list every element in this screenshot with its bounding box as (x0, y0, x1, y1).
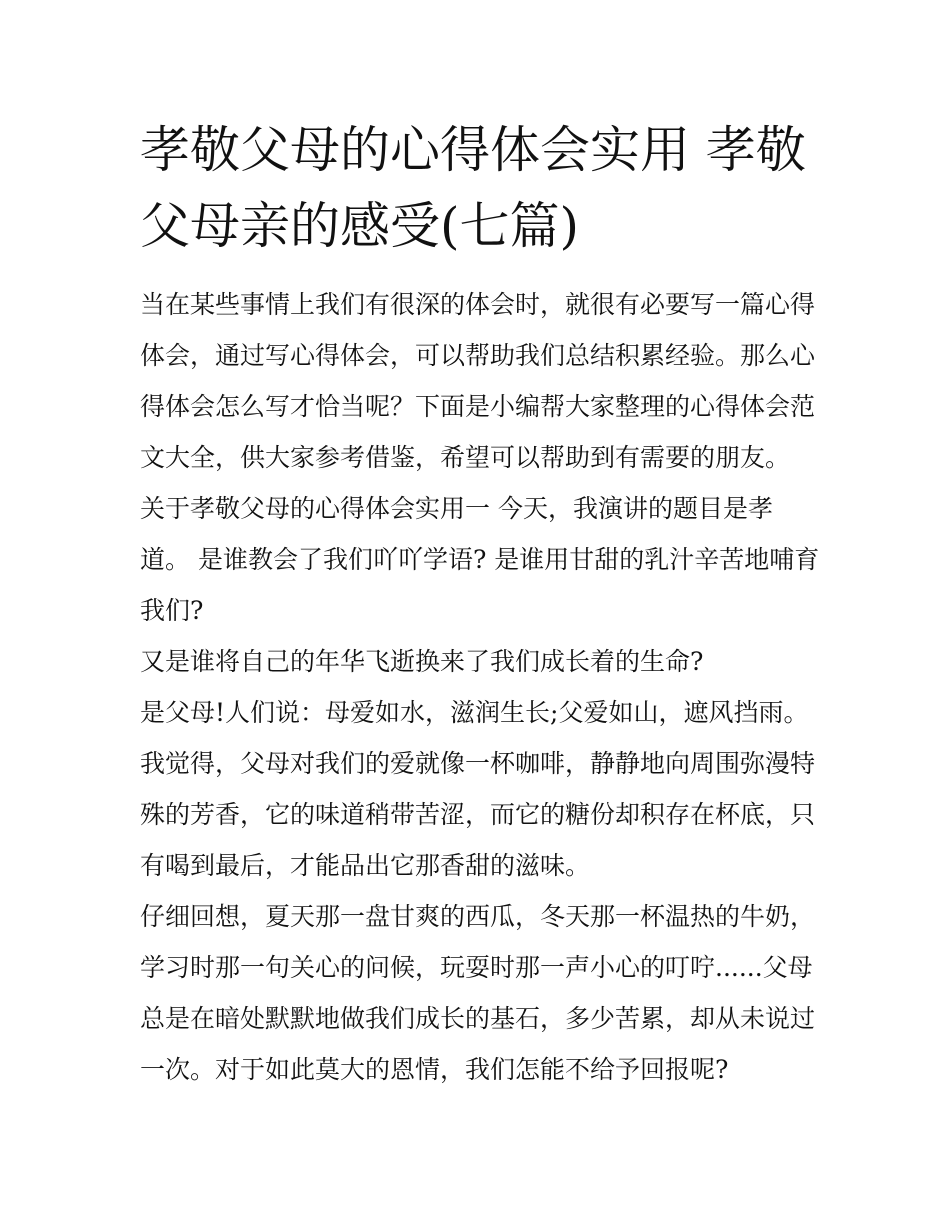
paragraph-question: 又是谁将自己的年华飞逝换来了我们成长着的生命? (140, 647, 704, 676)
document-body (140, 279, 820, 1095)
paragraph-recollection: 仔细回想，夏天那一盘甘爽的西瓜，冬天那一杯温热的牛奶，学习时那一句关心的问候，玩耍时那一声小心的叮咛......父母总是在暗处默默地做我们成长的基石，多少苦累，却从未说过一次。对于如此莫大的恩情，我们怎能不给予回报呢? (140, 902, 816, 1084)
paragraph-intro: 当在某些事情上我们有很深的体会时，就很有必要写一篇心得体会，通过写心得体会，可以帮助我们总结积累经验。那么心得体会怎么写才恰当呢？下面是小编帮大家整理的心得体会范文大全，供大家参考借鉴，希望可以帮助到有需要的朋友。 (140, 290, 816, 472)
paragraph-first-essay-opening: 关于孝敬父母的心得体会实用一 今天，我演讲的题目是孝道。 是谁教会了我们吖吖学语? 是谁用甘甜的乳汁辛苦地哺育我们? (140, 494, 820, 625)
paragraph-coffee-metaphor: 我觉得，父母对我们的爱就像一杯咖啡，静静地向周围弥漫特殊的芳香，它的味道稍带苦涩，而它的糖份却积存在杯底，只有喝到最后，才能品出它那香甜的滋味。 (140, 749, 816, 880)
document-title: 孝敬父母的心得体会实用 孝敬父母亲的感受(七篇) (140, 121, 806, 255)
paragraph-answer: 是父母!人们说：母爱如水，滋润生长;父爱如山，遮风挡雨。 (140, 698, 809, 727)
